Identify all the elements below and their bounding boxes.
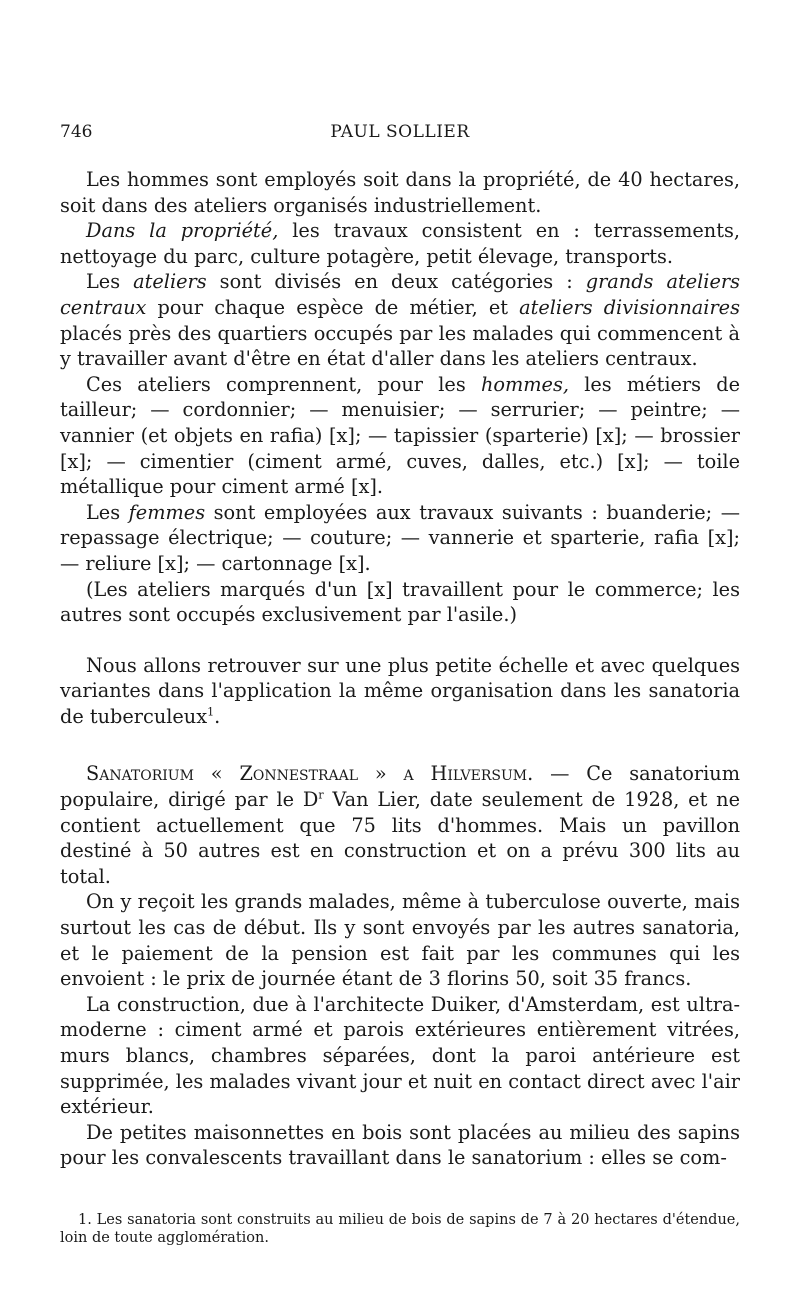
paragraph-cottages: De petites maisonnettes en bois sont placées au milieu des sapins pour les convalescents travaillant dans le sanatorium : elles se com- [60, 1120, 740, 1170]
paragraph-workshop-note: (Les ateliers marqués d'un [x] travaillent pour le commerce; les autres sont occupés exclusivement par l'asile.) [60, 577, 740, 627]
footnote-1: 1. Les sanatoria sont construits au milieu de bois de sapins de 7 à 20 hectares d'étendue, loin de toute agglomération. [60, 1212, 740, 1246]
paragraph-women-trades: Les femmes sont employées aux travaux suivants : buanderie; — repassage électrique; — couture; — vannerie et sparterie, rafia [x]; — reliure [x]; — cartonnage [x]. [60, 500, 740, 575]
section-heading: Sanatorium « Zonnestraal » a Hilversum. [86, 762, 534, 786]
paragraph-zonnestraal: Sanatorium « Zonnestraal » a Hilversum. — Ce sanatorium populaire, dirigé par le $D^r$ Van Lier, date seulement de 1928, et ne contient actuellement que 75 lits d'hommes. Mais un pavillon destiné à 50 autres est en construction et on a prévu 300 lits au total. [60, 762, 741, 888]
paragraph-men-trades: Ces ateliers comprennent, pour les hommes, les métiers de tailleur; — cordonnier; — menuisier; — serrurier; — peintre; — vannier (et objets en rafia) [x]; — tapissier (sparterie) [x]; — brossier [x]; — cimentier (ciment armé, cuves, dalles, etc.) [x]; — toile métallique pour ciment armé [x]. [60, 372, 740, 499]
running-title: PAUL SOLLIER [330, 122, 470, 142]
running-head [60, 122, 740, 146]
page-number: 746 [60, 122, 93, 142]
paragraph-employment: Les hommes sont employés soit dans la propriété, de 40 hectares, soit dans des ateliers organisés industriellement. [60, 168, 740, 217]
paragraph-workshop-categories: Les ateliers sont divisés en deux catégories : grands ateliers centraux pour chaque espèce de métier, et ateliers divisionnaires placés près des quartiers occupés par les malades qui commencent à y travailler avant d'être en état d'aller dans les ateliers centraux. [60, 270, 740, 371]
paragraph-construction: La construction, due à l'architecte Duiker, d'Amsterdam, est ultra-moderne : ciment armé et parois extérieures entièrement vitrées, murs blancs, chambres séparées, dont la paroi antérieure est supprimée, les malades vivant jour et nuit en contact direct avec l'air extérieur. [60, 992, 740, 1119]
paragraph-property-work: Dans la propriété, les travaux consistent en : terrassements, nettoyage du parc, culture potagère, petit élevage, transports. [60, 219, 740, 268]
paragraph-sanatoria-intro: Nous allons retrouver sur une plus petite échelle et avec quelques variantes dans l'application la même organisation dans les sanatoria de tuberculeux$^1$. [60, 653, 740, 728]
footnote-marker: 1 [207, 705, 215, 719]
paragraph-patients: On y reçoit les grands malades, même à tuberculose ouverte, mais surtout les cas de début. Ils y sont envoyés par les autres sanatoria, et le paiement de la pension est fait par les communes qui les envoient : le prix de journée étant de 3 florins 50, soit 35 francs. [60, 890, 740, 991]
body-text [60, 167, 740, 1171]
footnotes [60, 1211, 740, 1247]
